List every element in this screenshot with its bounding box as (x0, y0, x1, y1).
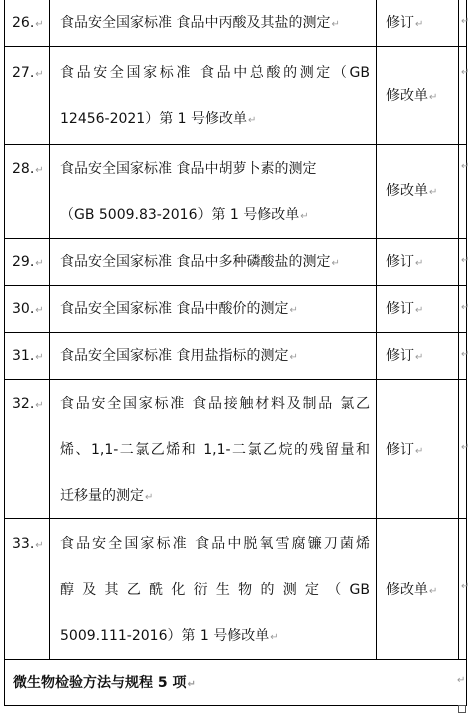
standard-title-cell[interactable] (50, 239, 377, 285)
paragraph-mark-icon: ↵ (35, 400, 44, 411)
standard-title-line: 食品安全国家标准 食品中脱氧雪腐镰刀菌烯 (60, 536, 370, 552)
row-number: 27. (12, 65, 35, 81)
row-end-cell (459, 239, 470, 285)
row-number: 32. (12, 396, 35, 412)
paragraph-mark-icon: ↵ (429, 586, 438, 597)
standard-title: 食品安全国家标准 食用盐指标的测定 (60, 348, 289, 364)
row-end-mark-icon: ↵ (461, 302, 470, 313)
paragraph-mark-icon: ↵ (35, 69, 44, 80)
section-footer-row[interactable] (5, 660, 466, 705)
standard-title-line: 烯、1,1-二氯乙烯和 1,1-二氯乙烷的残留量和 (60, 442, 370, 458)
table-resize-handle-icon[interactable] (458, 705, 466, 713)
standard-title-line: 12456-2021）第 1 号修改单 (60, 111, 248, 127)
row-end-cell (459, 0, 470, 46)
row-end-mark-icon: ↵ (461, 16, 470, 27)
paragraph-mark-icon: ↵ (289, 305, 298, 316)
status-cell[interactable] (377, 333, 459, 379)
table-row (5, 333, 470, 380)
row-end-mark-icon: ↵ (461, 255, 470, 266)
paragraph-mark-icon: ↵ (331, 258, 340, 269)
paragraph-mark-icon: ↵ (248, 115, 257, 126)
standard-title-cell[interactable] (50, 333, 377, 379)
paragraph-mark-icon: ↵ (429, 187, 438, 198)
row-end-cell (459, 380, 470, 518)
paragraph-mark-icon: ↵ (415, 446, 424, 457)
paragraph-mark-icon: ↵ (187, 679, 196, 690)
table-row (5, 145, 470, 239)
standard-title: 食品安全国家标准 食品中丙酸及其盐的测定 (60, 15, 331, 31)
paragraph-mark-icon: ↵ (35, 305, 44, 316)
row-number-cell[interactable] (5, 333, 50, 379)
table-row (5, 380, 470, 519)
paragraph-mark-icon: ↵ (35, 258, 44, 269)
status-cell[interactable] (377, 47, 459, 144)
paragraph-mark-icon: ↵ (145, 492, 154, 503)
standard-title-cell[interactable] (50, 145, 377, 238)
standard-title-line: 5009.111-2016）第 1 号修改单 (60, 628, 270, 644)
paragraph-mark-icon: ↵ (35, 540, 44, 551)
row-end-mark-icon: ↵ (457, 675, 466, 686)
status-cell[interactable] (377, 239, 459, 285)
row-number: 31. (12, 348, 35, 364)
standard-title-cell[interactable] (50, 286, 377, 332)
paragraph-mark-icon: ↵ (415, 352, 424, 363)
row-number: 30. (12, 301, 35, 317)
row-end-cell (459, 145, 470, 238)
standards-table (4, 0, 470, 706)
row-number: 33. (12, 536, 35, 552)
standard-title-line: 食品安全国家标准 食品中总酸的测定（GB (60, 65, 370, 81)
table-row (5, 239, 470, 286)
status-text: 修改单 (386, 582, 428, 598)
status-text: 修订 (386, 15, 414, 31)
row-number-cell[interactable] (5, 286, 50, 332)
standard-title: 食品安全国家标准 食品中多种磷酸盐的测定 (60, 254, 331, 270)
standard-title-line: 食品安全国家标准 食品接触材料及制品 氯乙 (60, 396, 370, 412)
row-number-cell[interactable] (5, 239, 50, 285)
row-end-mark-icon: ↵ (461, 442, 470, 453)
row-number: 26. (12, 15, 35, 31)
paragraph-mark-icon: ↵ (415, 305, 424, 316)
status-text: 修订 (386, 301, 414, 317)
paragraph-mark-icon: ↵ (270, 632, 279, 643)
paragraph-mark-icon: ↵ (300, 211, 309, 222)
status-text: 修订 (386, 442, 414, 458)
standard-title-line: 食品安全国家标准 食品中胡萝卜素的测定 (60, 161, 317, 177)
row-end-mark-icon: ↵ (461, 581, 470, 592)
table-row (5, 0, 470, 47)
row-number-cell[interactable] (5, 0, 50, 46)
section-footer-title: 微生物检验方法与规程 5 项 (13, 675, 187, 691)
row-number-cell[interactable] (5, 145, 50, 238)
paragraph-mark-icon: ↵ (35, 19, 44, 30)
standard-title-cell[interactable] (50, 47, 377, 144)
row-end-cell (459, 47, 470, 144)
standard-title-cell[interactable] (50, 519, 377, 659)
row-end-cell (459, 286, 470, 332)
row-end-mark-icon: ↵ (461, 161, 470, 172)
paragraph-mark-icon: ↵ (429, 92, 438, 103)
row-number: 29. (12, 254, 35, 270)
status-cell[interactable] (377, 380, 459, 518)
status-cell[interactable] (377, 145, 459, 238)
row-number-cell[interactable] (5, 47, 50, 144)
paragraph-mark-icon: ↵ (35, 165, 44, 176)
standard-title-cell[interactable] (50, 0, 377, 46)
row-end-cell (459, 519, 470, 659)
status-cell[interactable] (377, 519, 459, 659)
table-row (5, 47, 470, 145)
status-cell[interactable] (377, 286, 459, 332)
row-number-cell[interactable] (5, 380, 50, 518)
standard-title-cell[interactable] (50, 380, 377, 518)
standard-title-line: 醇及其乙酰化衍生物的测定（GB (60, 582, 370, 598)
table-row (5, 286, 470, 333)
status-text: 修订 (386, 348, 414, 364)
paragraph-mark-icon: ↵ (415, 19, 424, 30)
standard-title-line: 迁移量的测定 (60, 488, 144, 504)
row-end-cell (459, 333, 470, 379)
status-cell[interactable] (377, 0, 459, 46)
row-end-mark-icon: ↵ (461, 67, 470, 78)
row-number: 28. (12, 161, 35, 177)
paragraph-mark-icon: ↵ (415, 258, 424, 269)
status-text: 修订 (386, 254, 414, 270)
paragraph-mark-icon: ↵ (35, 352, 44, 363)
row-end-mark-icon: ↵ (461, 349, 470, 360)
table-row (5, 519, 470, 660)
status-text: 修改单 (386, 88, 428, 104)
row-number-cell[interactable] (5, 519, 50, 659)
paragraph-mark-icon: ↵ (331, 19, 340, 30)
status-text: 修改单 (386, 183, 428, 199)
standard-title-line: （GB 5009.83-2016）第 1 号修改单 (60, 207, 300, 223)
paragraph-mark-icon: ↵ (289, 352, 298, 363)
standard-title: 食品安全国家标准 食品中酸价的测定 (60, 301, 289, 317)
